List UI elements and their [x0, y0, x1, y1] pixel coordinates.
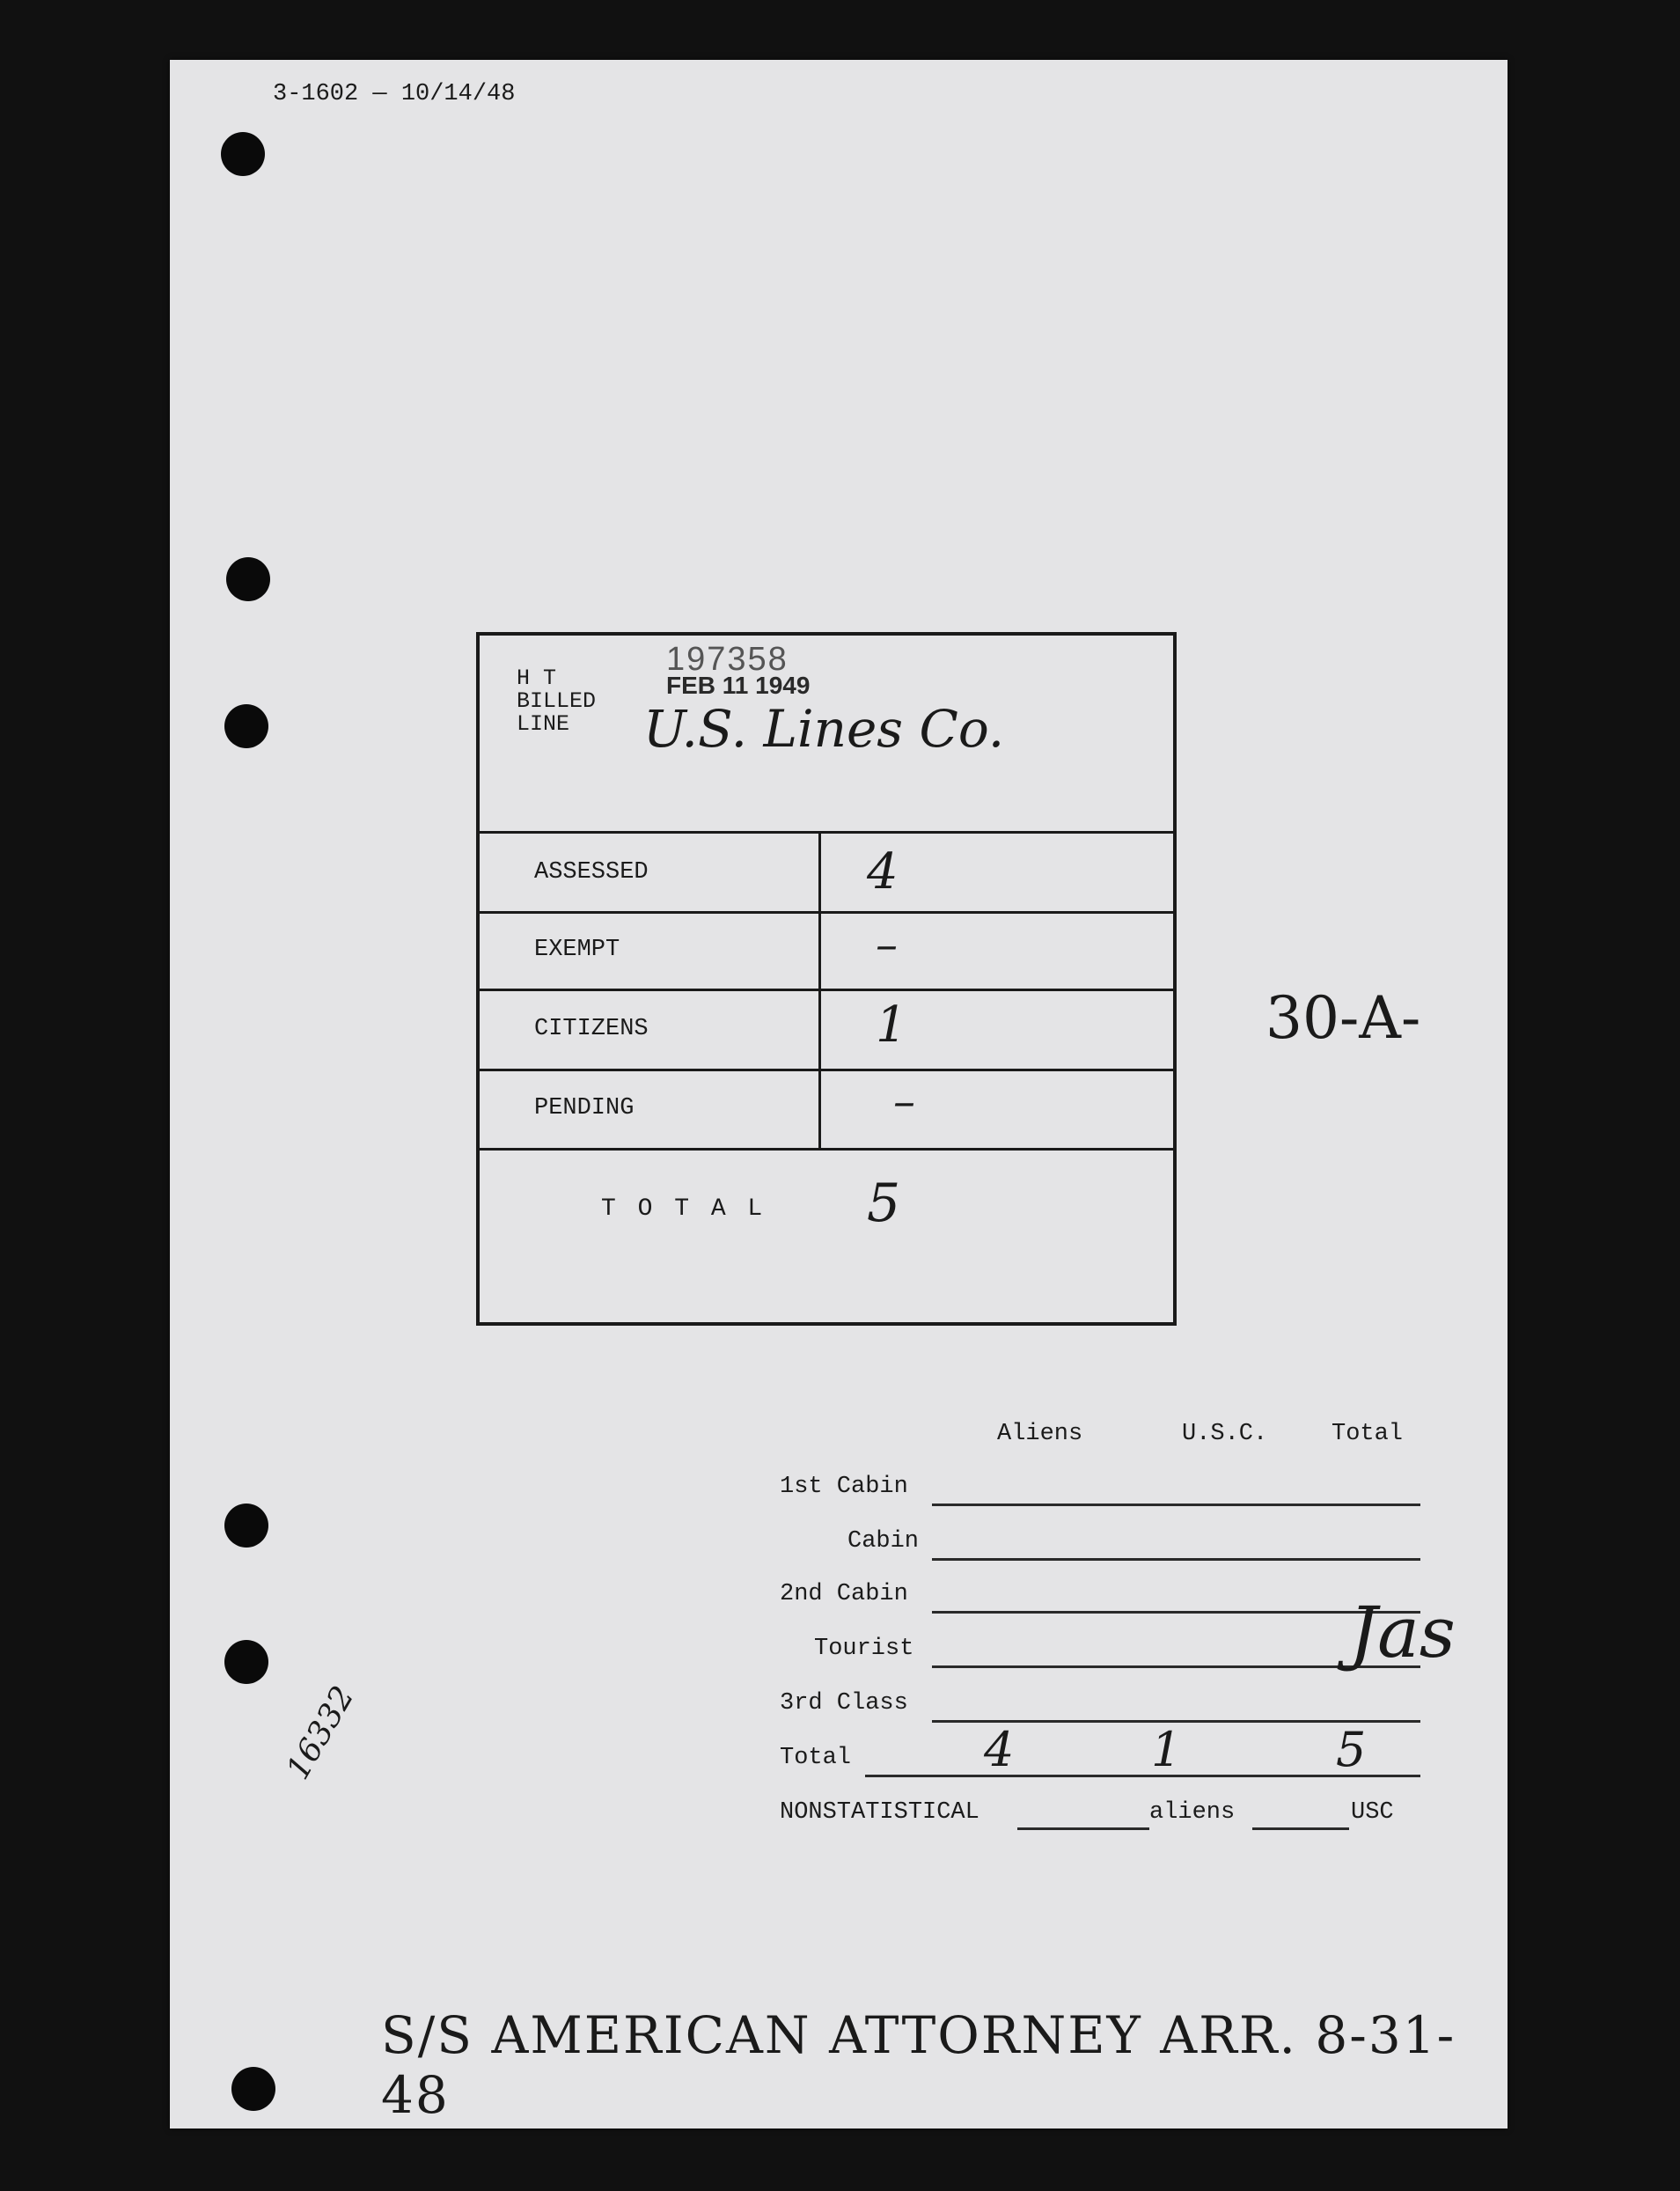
header-total: Total	[1332, 1421, 1404, 1447]
divider	[480, 1069, 1173, 1071]
nonstat-aliens: aliens	[1149, 1799, 1236, 1826]
total-usc-value: 1	[1151, 1722, 1182, 1777]
cabin-row-label: 3rd Class	[780, 1690, 908, 1717]
punch-hole	[224, 704, 268, 748]
column-divider	[818, 831, 821, 1148]
divider	[480, 989, 1173, 991]
cabin-row-label: Cabin	[847, 1528, 920, 1555]
fill-line	[1017, 1827, 1149, 1830]
punch-hole	[221, 132, 265, 176]
divider	[480, 831, 1173, 834]
form-number: 3-1602 — 10/14/48	[273, 81, 516, 107]
total-aliens-value: 4	[984, 1722, 1015, 1777]
row-value-assessed: 4	[867, 843, 899, 901]
header-usc: U.S.C.	[1182, 1421, 1268, 1447]
total-value: 5	[867, 1173, 901, 1234]
row-label-citizens: CITIZENS	[534, 1016, 649, 1042]
cabin-row-label: Tourist	[814, 1636, 914, 1662]
punch-hole	[231, 2067, 275, 2111]
punch-hole	[226, 557, 270, 601]
row-value-citizens: 1	[876, 996, 907, 1054]
ship-arrival-note: S/S AMERICAN ATTORNEY ARR. 8-31-48	[381, 2005, 1456, 2125]
cabin-row-label: 1st Cabin	[780, 1474, 908, 1500]
fill-line	[932, 1558, 1420, 1561]
fill-line	[932, 1611, 1420, 1614]
cabin-row-label: 2nd Cabin	[780, 1581, 908, 1607]
row-label-exempt: EXEMPT	[534, 937, 620, 963]
fill-line	[932, 1665, 1420, 1668]
header-aliens: Aliens	[997, 1421, 1083, 1447]
punch-hole	[224, 1640, 268, 1684]
billed-line-label: H T BILLED LINE	[517, 665, 597, 737]
nonstat-label: NONSTATISTICAL	[780, 1799, 979, 1826]
fill-line	[932, 1504, 1420, 1506]
side-note: 30-A-	[1266, 984, 1421, 1052]
margin-note: 16332	[280, 1680, 362, 1786]
row-value-exempt: –	[876, 919, 898, 970]
billing-box	[476, 632, 1177, 1326]
row-value-pending: –	[893, 1076, 915, 1127]
received-stamp: 197358 FEB 11 1949	[666, 641, 811, 699]
row-label-assessed: ASSESSED	[534, 859, 649, 886]
cabin-total-label: Total	[780, 1745, 852, 1771]
divider	[480, 911, 1173, 914]
divider	[480, 1148, 1173, 1151]
total-total-value: 5	[1336, 1722, 1367, 1777]
initials-handwritten: Jas	[1349, 1592, 1456, 1673]
punch-hole	[224, 1504, 268, 1548]
fill-line	[1252, 1827, 1349, 1830]
row-label-pending: PENDING	[534, 1095, 635, 1121]
line-name-handwritten: U.S. Lines Co.	[643, 699, 1005, 759]
document-page	[170, 60, 1508, 2129]
total-label: T O T A L	[601, 1195, 767, 1223]
nonstat-usc: USC	[1351, 1799, 1394, 1826]
